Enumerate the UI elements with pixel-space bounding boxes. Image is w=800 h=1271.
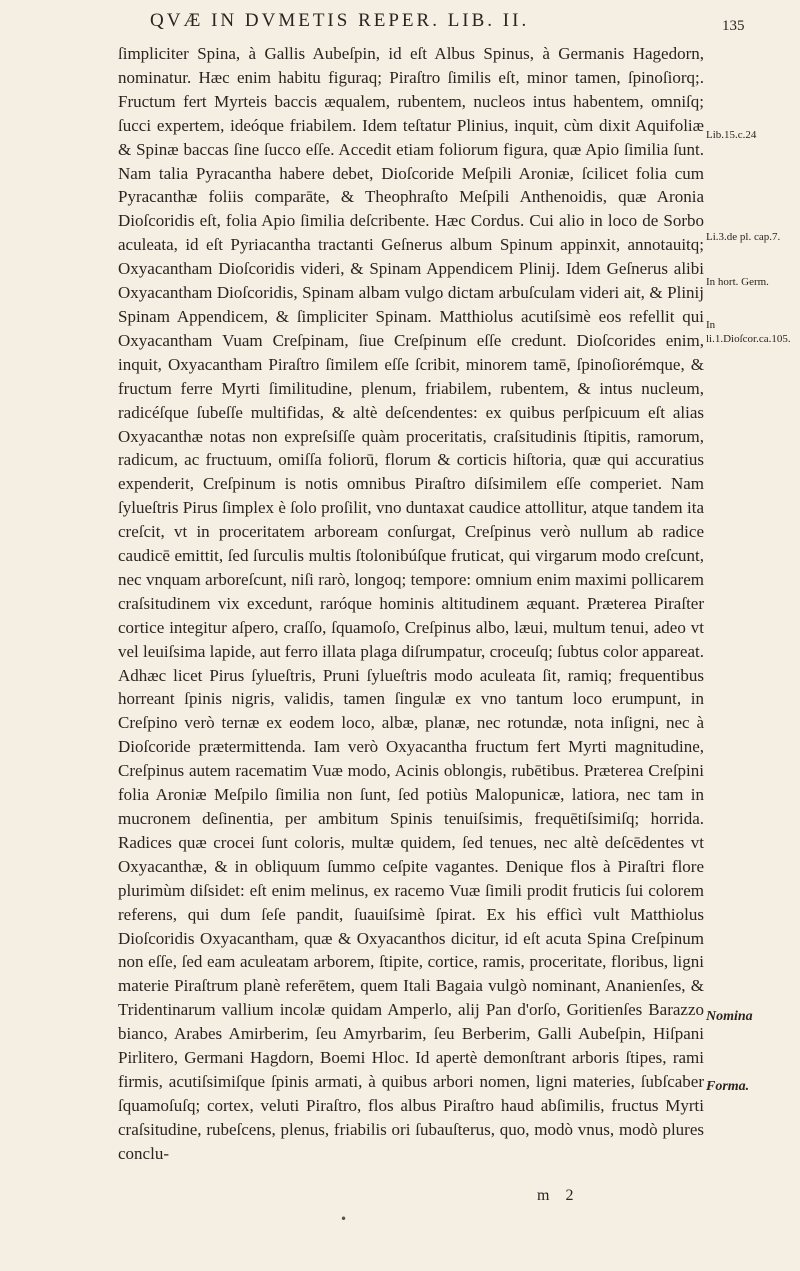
margin-note-nomina: Nomina (706, 1009, 753, 1024)
margin-note-forma: Forma. (706, 1079, 750, 1094)
signature-mark: m 2 (537, 1187, 580, 1204)
decorative-dot: • (340, 1212, 348, 1226)
margin-note-dioscor: In li.1.Dioſcor.ca.105. (706, 319, 791, 345)
margin-note-hort-germ: In hort. Germ. (706, 276, 769, 288)
running-head: QVÆ IN DVMETIS REPER. LIB. II. (150, 10, 530, 31)
margin-note-lib15: Lib.15.c.24 (706, 129, 757, 141)
main-paragraph: ſimpliciter Spina, à Gallis Aubeſpin, id eſt Albus Spinus, à Germanis Hagedorn, nominatur. Hæc enim habitu figuraq; Piraſtro ſimilis eſt, minor tamen, ſpinoſiorq;. Fructum fert Myrteis baccis æqualem, rubentem, nucleos intus habentem, omniſq; ſucci expertem, ideóque friabilem. Idem teſtatur Plinius, inquit, cùm dixit Aquifoliæ & Spinæ baccas ſine ſucco eſſe. Accedit etiam foliorum figura, quæ Apio ſimilia ſunt. Nam talia Pyracantha habere debet, Dioſcoride Meſpili Aroniæ, ſcilicet folia cum Pyracanthæ foliis comparāte, & Theophraſto Meſpili Anthenoidis, quæ Aronia Dioſcoridis eſt, folia Apio ſimilia deſcribente. Hæc Cordus. Cui alio in loco de Sorbo aculeata, id eſt Pyriacantha tractanti Geſnerus album Spinum appinxit, annotauitq; Oxyacantham Dioſcoridis videri, & Spinam Appendicem Plinij. Idem Geſnerus alibi Oxyacantham Dioſcoridis, Spinam albam vulgo dictam arbuſculam videri ait, & Plinij Spinam Appendicem, & ſimpliciter Spinam. Matthiolus acutiſsimè eos refellit qui Oxyacantham Vuam Creſpinam, ſiue Creſpinum eſſe credunt. Dioſcorides enim, inquit, Oxyacantham Piraſtro ſimilem eſſe ſcribit, minorem tamē, ſpinoſiorémque, & fructum ferre Myrti ſimilitudine, plenum, friabilem, rubentem, & intus nucleum, radicéſque ſubeſſe multifidas, & altè deſcendentes: ex quibus perſpicuum eſt alias Oxyacanthæ notas non expreſsiſſe quàm proceritatis, craſsitudinis ſtipitis, ramorum, radicum, ac fructuum, omiſſa foliorū, florum & corticis hiſtoria, quæ qui accuratius expenderit, Creſpinum is notis omnibus Piraſtro diſsimilem eſſe comperiet. Nam ſylueſtris Pirus ſimplex è ſolo proſilit, vno duntaxat caudice attollitur, atque tandem ita creſcit, vt in proceritatem arboream conſurgat, Creſpinus verò nullum ab radice caudicē emittit, ſed ſurculis multis ſtolonibúſque fruticat, qui virgarum modo creſcunt, nec vnquam arboreſcunt, niſi rarò, longoq; tempore: omnium enim maximi pollicarem craſsitudinem vix excedunt, raróque hominis altitudinem æquant. Præterea Piraſter cortice integitur aſpero, craſſo, ſquamoſo, Creſpinus albo, læui, multum tenui, adeo vt vel leuiſsima lapide, aut ferro illata plaga diſrumpatur, croceuſq; ſubtus color appareat. Adhæc licet Pirus ſylueſtris, Pruni ſylueſtris modo aculeata ſit, ramiq; frequentibus horreant ſpinis nigris, validis, tamen ſingulæ ex vno tantum loco erumpunt, in Creſpino verò ternæ ex eodem loco, albæ, planæ, nec rotundæ, nota inſigni, nec à Dioſcoride prætermittenda. Iam verò Oxyacantha fructum fert Myrti magnitudine, Creſpinus autem racematim Vuæ modo, Acinis oblongis, rubētibus. Præterea Creſpini folia Aroniæ Meſpilo ſimilia non ſunt, ſed potiùs Malopunicæ, latiora, nec tam in mucronem deſinentia, per ambitum Spinis tenuiſsimis, frequētiſsimiſq; horrida. Radices quæ crocei ſunt coloris, multæ quidem, ſed tenues, nec altè deſcēdentes vt Oxyacanthæ, & in obliquum ſummo ceſpite vagantes. Denique flos à Piraſtri flore plurimùm diſsidet: eſt enim melinus, ex racemo Vuæ ſimili prodit fruticis ſui colorem referens, qui dum ſeſe pandit, ſuauiſsimè ſpirat. Ex his efficì vult Matthiolus Dioſcoridis Oxyacantham, quæ & Oxyacanthos dicitur, id eſt acuta Spina Creſpinum non eſſe, ſed eam aculeatam arborem, ſtipite, cortice, ramis, proceritate, floribus, ligni materie Piraſtrum planè referētem, quem Itali Bagaia vulgò nominant, Ananienſes, & Tridentinarum vallium incolæ quidam Amperlo, alij Pan d'orſo, Goritienſes Barazzo bianco, Arabes Amirberim, ſeu Amyrbarim, ſeu Berberim, Galli Aubeſpin, Hiſpani Pirlitero, Germani Hagdorn, Boemi Hloc. Id apertè demonſtrant arboris ſtipes, rami firmis, acutiſsimiſque ſpinis armati, à quibus arbori nomen, ligni materies, ſubſcaber ſquamoſuſq; cortex, veluti Piraſtro, flos albus Piraſtro haud abſimilis, fructus Myrti craſsitudine, rubeſcens, plenus, friabilis ori ſubauſterus, quo, modò vnus, modò plures conclu- (118, 44, 704, 1163)
page-number: 135 (722, 18, 745, 34)
body-text (118, 42, 704, 1166)
margin-note-li3: Li.3.de pl. cap.7. (706, 231, 781, 243)
